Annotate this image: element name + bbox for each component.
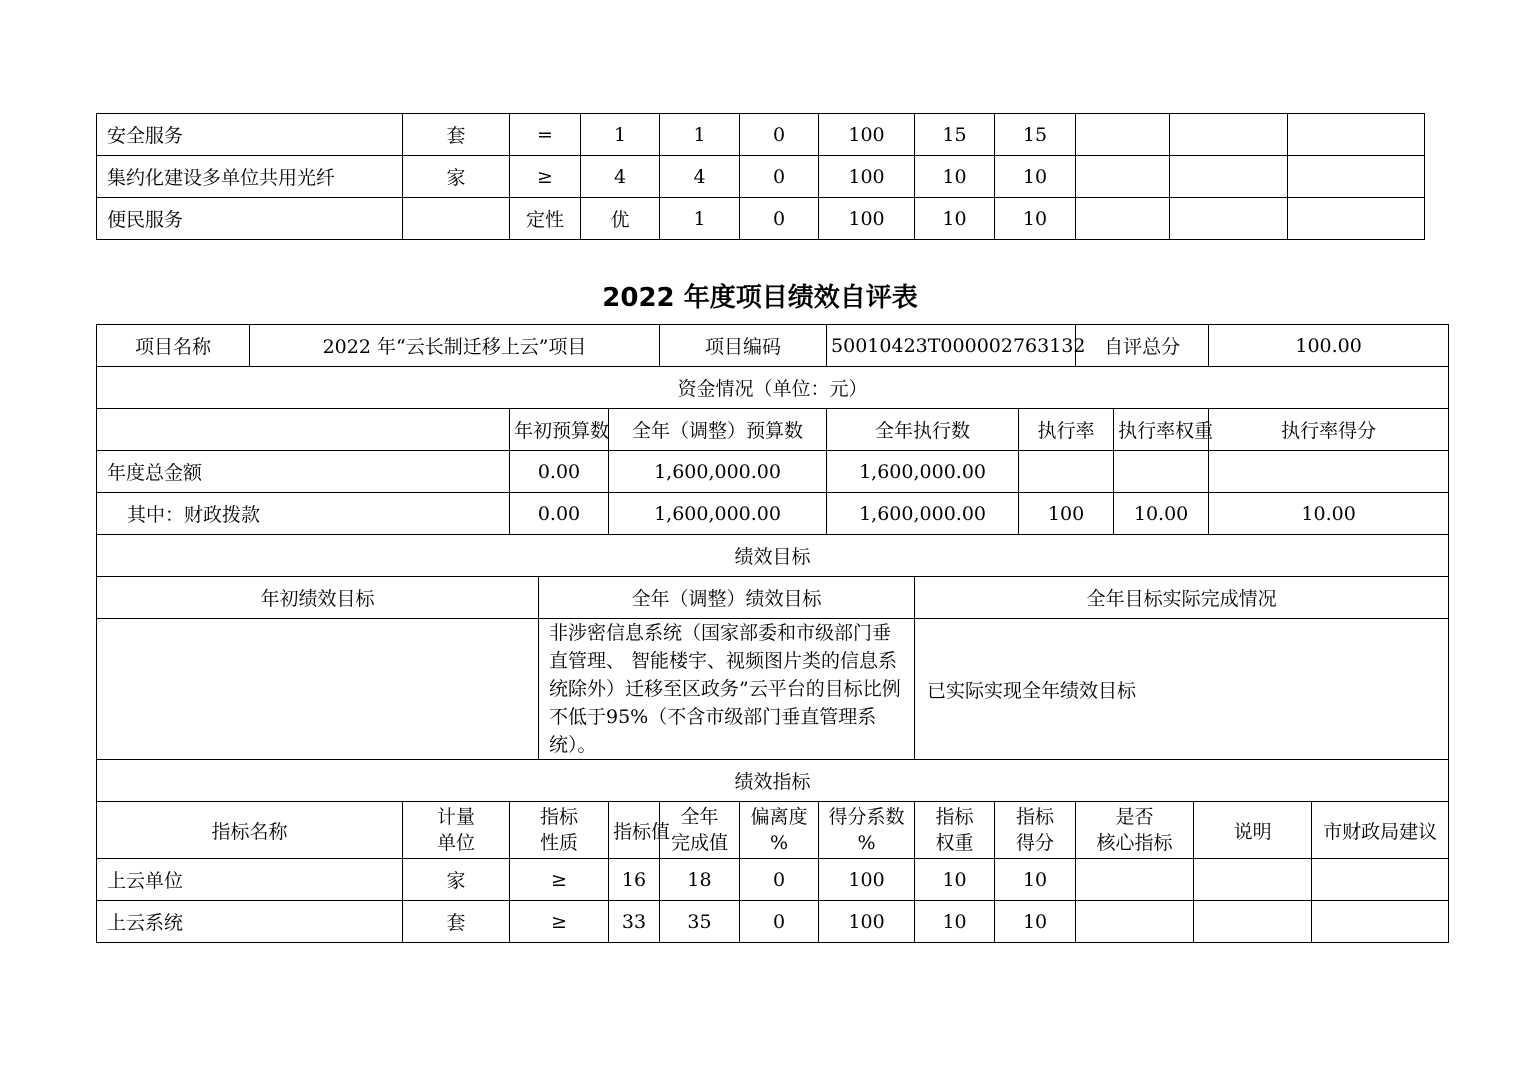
funds-row-label: 其中：财政拨款	[97, 493, 510, 535]
indicators-section-row	[97, 760, 1449, 802]
coef: 100	[819, 114, 915, 156]
indicator-name: 便民服务	[97, 198, 403, 240]
goals-header-row	[97, 577, 1449, 619]
unit: 套	[403, 901, 510, 943]
actual: 1	[660, 198, 740, 240]
funds-rate: 100	[1019, 493, 1114, 535]
target: 33	[609, 901, 660, 943]
note-cell	[1194, 859, 1312, 901]
table-row	[97, 156, 1425, 198]
ind-header-note: 说明	[1194, 802, 1312, 859]
table-row	[97, 901, 1449, 943]
score: 15	[995, 114, 1076, 156]
actual: 35	[660, 901, 740, 943]
nature: ≥	[510, 156, 581, 198]
nature: ≥	[510, 901, 609, 943]
goals-section-row	[97, 535, 1449, 577]
nature: ≥	[510, 859, 609, 901]
table-row	[97, 198, 1425, 240]
deviation: 0	[740, 901, 819, 943]
target: 1	[581, 114, 660, 156]
goals-header-adjusted: 全年（调整）绩效目标	[539, 577, 915, 619]
indicators-header-row	[97, 802, 1449, 859]
goals-content-row	[97, 619, 1449, 760]
coef: 100	[819, 156, 915, 198]
ind-header-advice: 市财政局建议	[1312, 802, 1449, 859]
weight: 10	[915, 901, 995, 943]
top-indicator-table	[96, 113, 1425, 240]
ind-header-weight: 指标 权重	[915, 802, 995, 859]
indicator-name: 上云单位	[97, 859, 403, 901]
funds-header-initial: 年初预算数	[510, 409, 609, 451]
weight: 15	[915, 114, 995, 156]
core-cell	[1076, 859, 1194, 901]
core-cell	[1076, 198, 1170, 240]
deviation: 0	[740, 198, 819, 240]
core-cell	[1076, 901, 1194, 943]
indicators-section-title: 绩效指标	[97, 760, 1449, 802]
project-row	[97, 325, 1449, 367]
advice-cell	[1288, 198, 1425, 240]
funds-weight: 10.00	[1114, 493, 1209, 535]
table-row	[97, 859, 1449, 901]
table-row	[97, 451, 1449, 493]
table-row	[97, 493, 1449, 535]
unit	[403, 198, 510, 240]
advice-cell	[1288, 156, 1425, 198]
ind-header-coef: 得分系数 %	[819, 802, 915, 859]
funds-executed: 1,600,000.00	[827, 451, 1019, 493]
funds-section-title: 资金情况（单位：元）	[97, 367, 1449, 409]
goals-actual: 已实际实现全年绩效目标	[915, 619, 1449, 760]
note-cell	[1170, 198, 1288, 240]
score: 10	[995, 859, 1076, 901]
nature: =	[510, 114, 581, 156]
funds-score	[1209, 451, 1449, 493]
indicator-name: 上云系统	[97, 901, 403, 943]
project-code-value: 50010423T000002763132	[827, 325, 1076, 367]
funds-weight	[1114, 451, 1209, 493]
target: 16	[609, 859, 660, 901]
funds-rate	[1019, 451, 1114, 493]
funds-section-row	[97, 367, 1449, 409]
ind-header-nature: 指标 性质	[510, 802, 609, 859]
funds-executed: 1,600,000.00	[827, 493, 1019, 535]
funds-adjusted: 1,600,000.00	[609, 493, 827, 535]
coef: 100	[819, 901, 915, 943]
actual: 1	[660, 114, 740, 156]
funds-header-score: 执行率得分	[1209, 409, 1449, 451]
coef: 100	[819, 859, 915, 901]
note-cell	[1170, 114, 1288, 156]
advice-cell	[1312, 901, 1449, 943]
target: 优	[581, 198, 660, 240]
core-cell	[1076, 156, 1170, 198]
deviation: 0	[740, 859, 819, 901]
funds-header-weight: 执行率权重	[1114, 409, 1209, 451]
self-evaluation-table	[96, 324, 1449, 943]
indicator-name: 集约化建设多单位共用光纤	[97, 156, 403, 198]
project-name-value: 2022 年“云长制迁移上云”项目	[250, 325, 660, 367]
funds-score: 10.00	[1209, 493, 1449, 535]
weight: 10	[915, 156, 995, 198]
score: 10	[995, 901, 1076, 943]
advice-cell	[1312, 859, 1449, 901]
funds-header-row	[97, 409, 1449, 451]
goals-section-title: 绩效目标	[97, 535, 1449, 577]
ind-header-unit: 计量 单位	[403, 802, 510, 859]
funds-header-executed: 全年执行数	[827, 409, 1019, 451]
actual: 18	[660, 859, 740, 901]
deviation: 0	[740, 156, 819, 198]
ind-header-target: 指标值	[609, 802, 660, 859]
weight: 10	[915, 198, 995, 240]
ind-header-deviation: 偏离度 %	[740, 802, 819, 859]
total-score-label: 自评总分	[1076, 325, 1209, 367]
ind-header-name: 指标名称	[97, 802, 403, 859]
nature: 定性	[510, 198, 581, 240]
unit: 套	[403, 114, 510, 156]
page-title: 2022 年度项目绩效自评表	[602, 283, 918, 313]
score: 10	[995, 198, 1076, 240]
note-cell	[1170, 156, 1288, 198]
goals-initial	[97, 619, 539, 760]
funds-initial: 0.00	[510, 451, 609, 493]
funds-adjusted: 1,600,000.00	[609, 451, 827, 493]
total-score-value: 100.00	[1209, 325, 1449, 367]
funds-header-blank	[97, 409, 510, 451]
target: 4	[581, 156, 660, 198]
project-code-label: 项目编码	[660, 325, 827, 367]
project-name-label: 项目名称	[97, 325, 250, 367]
unit: 家	[403, 156, 510, 198]
funds-initial: 0.00	[510, 493, 609, 535]
goals-header-initial: 年初绩效目标	[97, 577, 539, 619]
indicator-name: 安全服务	[97, 114, 403, 156]
note-cell	[1194, 901, 1312, 943]
weight: 10	[915, 859, 995, 901]
actual: 4	[660, 156, 740, 198]
funds-row-label: 年度总金额	[97, 451, 510, 493]
funds-header-rate: 执行率	[1019, 409, 1114, 451]
score: 10	[995, 156, 1076, 198]
coef: 100	[819, 198, 915, 240]
goals-adjusted: 非涉密信息系统（国家部委和市级部门垂直管理、 智能楼宇、视频图片类的信息系统除外）迁移至区政务”云平台的目标比例不低于95%（不含市级部门垂直管理系统）。	[539, 619, 915, 760]
goals-header-actual: 全年目标实际完成情况	[915, 577, 1449, 619]
core-cell	[1076, 114, 1170, 156]
ind-header-core: 是否 核心指标	[1076, 802, 1194, 859]
ind-header-actual: 全年 完成值	[660, 802, 740, 859]
ind-header-score: 指标 得分	[995, 802, 1076, 859]
deviation: 0	[740, 114, 819, 156]
advice-cell	[1288, 114, 1425, 156]
table-row	[97, 114, 1425, 156]
funds-header-adjusted: 全年（调整）预算数	[609, 409, 827, 451]
unit: 家	[403, 859, 510, 901]
